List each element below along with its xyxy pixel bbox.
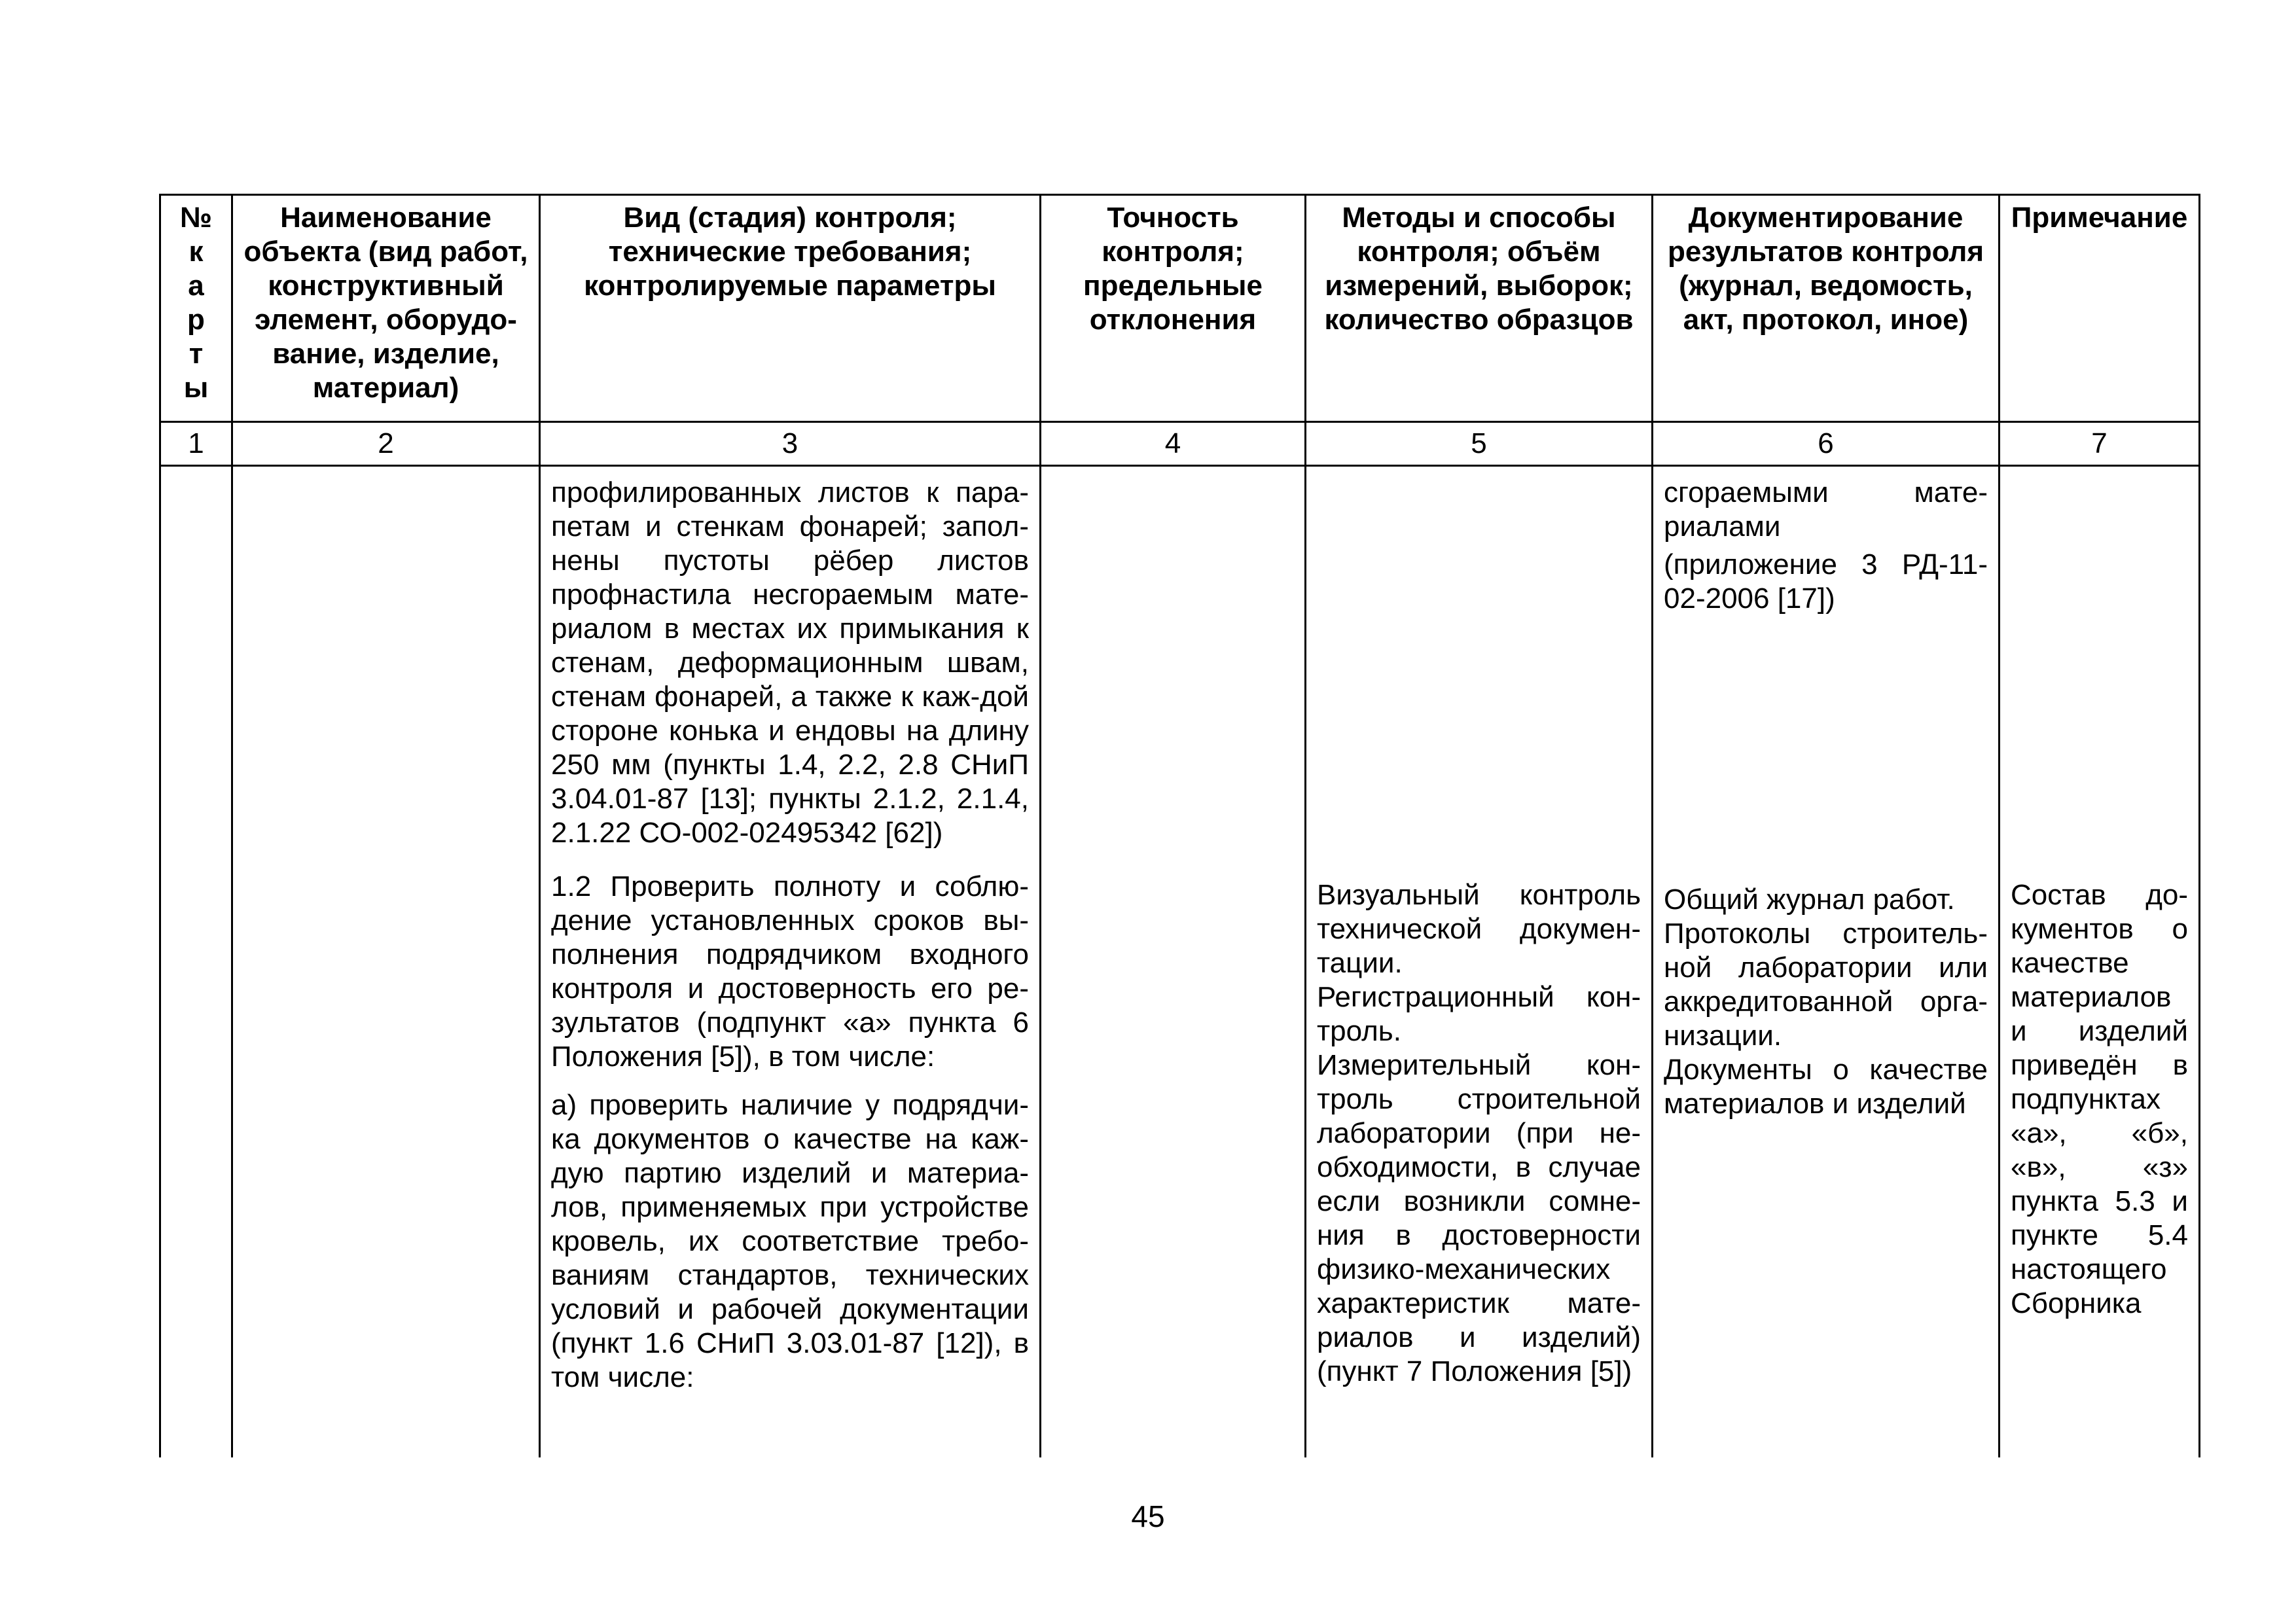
column-number: 6 — [1653, 422, 2000, 466]
header-object-name: Наименование объекта (вид работ, конструктивный элемент, оборудо-вание, изделие, материал) — [232, 195, 540, 422]
table-row — [160, 466, 2200, 1458]
requirement-paragraph: а) проверить наличие у подрядчи-ка документов о качестве на каж-дую партию изделий и материа-лов, применяемых при устройстве кровель, их соответствие требо-ваниям стандартов, технических условий и рабочей документации (пункт 1.6 СНиП 3.03.01-87 [12]), в том числе: — [551, 1089, 1029, 1393]
documentation-paragraph: Протоколы строитель-ной лаборатории или аккредитованной орга-низации. — [1664, 918, 1988, 1052]
control-table — [159, 194, 2200, 1457]
requirement-paragraph: профилированных листов к пара-петам и стенкам фонарей; запол-нены пустоты рёбер листов профнастила несгораемым мате-риалом в местах их примыкания к стенам, деформационным швам, стенам фонарей, а также к каж-дой стороне конька и ендовы на длину 250 мм (пункты 1.4, 2.2, 2.8 СНиП 3.04.01-87 [13]; пункты 2.1.2, 2.1.4, 2.1.22 СО-002-02495342 [62]) — [551, 476, 1029, 849]
header-documentation: Документирование результатов контроля (журнал, ведомость, акт, протокол, иное) — [1653, 195, 2000, 422]
documentation-paragraph: Документы о качестве материалов и изделий — [1664, 1054, 1988, 1120]
note-paragraph: Состав до-кументов о качестве материалов и изделий приведён в подпунктах «а», «б», «в», «з» пункта 5.3 и пункте 5.4 настоящего Сборника — [2011, 879, 2188, 1319]
column-number: 7 — [2000, 422, 2200, 466]
column-number: 3 — [540, 422, 1041, 466]
method-paragraph: Измерительный кон-троль строительной лаборатории (при не-обходимости, в случае если возникли сомне-ния в достоверности физико-механических характеристик мате-риалов и изделий) (пункт 7 Положения [5]) — [1317, 1049, 1641, 1387]
column-number-row — [160, 422, 2200, 466]
column-number: 5 — [1306, 422, 1653, 466]
header-methods: Методы и способы контроля; объём измерений, выборок; количество образцов — [1306, 195, 1653, 422]
cell-documentation — [1653, 466, 2000, 1458]
cell-methods — [1306, 466, 1653, 1458]
column-number: 2 — [232, 422, 540, 466]
documentation-paragraph: (приложение 3 РД-11-02-2006 [17]) — [1664, 548, 1988, 615]
header-accuracy: Точность контроля; предельные отклонения — [1041, 195, 1306, 422]
header-card-number: № к а р т ы — [160, 195, 232, 422]
header-note: Примечание — [2000, 195, 2200, 422]
cell-accuracy — [1041, 466, 1306, 1458]
method-paragraph: Регистрационный кон-троль. — [1317, 981, 1641, 1047]
column-number: 4 — [1041, 422, 1306, 466]
cell-card-number — [160, 466, 232, 1458]
column-number: 1 — [160, 422, 232, 466]
page-number: 45 — [1131, 1499, 1165, 1533]
documentation-paragraph: сгораемыми мате-риалами — [1664, 476, 1988, 543]
method-paragraph: Визуальный контроль технической докумен-тации. — [1317, 879, 1641, 979]
cell-object-name — [232, 466, 540, 1458]
header-control-type: Вид (стадия) контроля; технические требования; контролируемые параметры — [540, 195, 1041, 422]
header-row — [160, 195, 2200, 422]
requirement-paragraph: 1.2 Проверить полноту и соблю-дение установленных сроков вы-полнения подрядчиком входного контроля и достоверность его ре-зультатов (подпункт «а» пункта 6 Положения [5]), в том числе: — [551, 870, 1029, 1073]
cell-note — [2000, 466, 2200, 1458]
documentation-paragraph: Общий журнал работ. — [1664, 883, 1955, 916]
cell-control-type — [540, 466, 1041, 1458]
